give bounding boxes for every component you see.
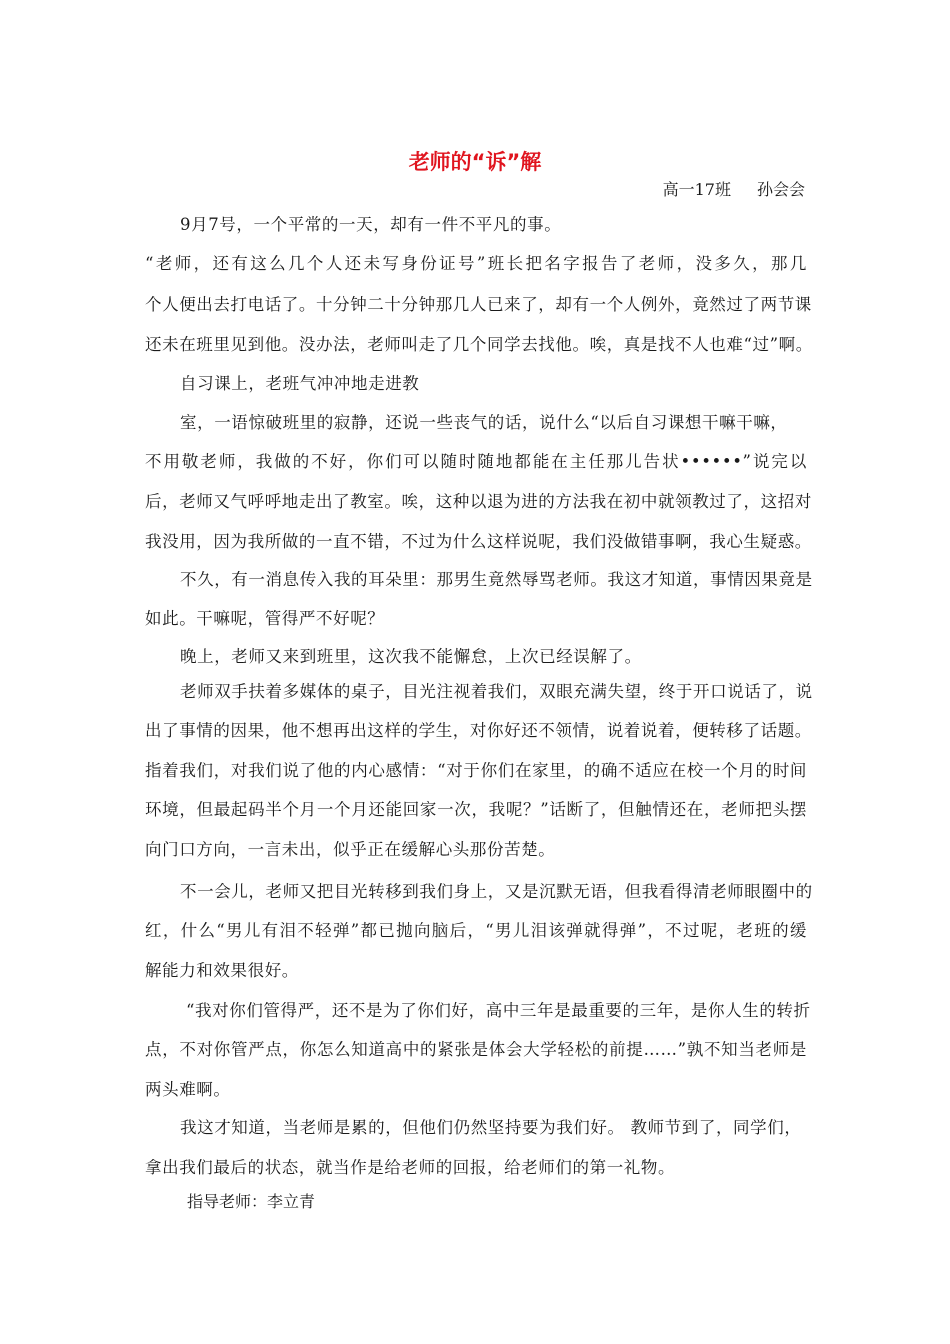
text-line: 向门口方向，一言未出，似乎正在缓解心头那份苦楚。: [145, 840, 556, 859]
author-name: 孙会会: [756, 180, 805, 199]
text-line: 指着我们，对我们说了他的内心感情：“对于你们在家里，的确不适应在校一个月的时间: [145, 761, 807, 780]
text-line: 还未在班里见到他。没办法，老师叫走了几个同学去找他。唉，真是找不人也难“过”啊。: [145, 335, 813, 354]
text-line: 9月7号，一个平常的一天，却有一件不平凡的事。: [180, 215, 562, 234]
text-line: 如此。干嘛呢，管得严不好呢？: [145, 609, 385, 628]
text-line: 点，不对你管严点，你怎么知道高中的紧张是体会大学轻松的前提……”孰不知当老师是: [145, 1040, 807, 1059]
text-line: 环境，但最起码半个月一个月还能回家一次，我呢？”话断了，但触情还在，老师把头摆: [145, 800, 807, 819]
text-line: 不用敬老师，我做的不好，你们可以随时随地都能在主任那儿告状••••••”说完以: [145, 452, 807, 471]
text-line: 不久，有一消息传入我的耳朵里：那男生竟然辱骂老师。我这才知道，事情因果竟是: [180, 570, 813, 589]
text-line: 后，老师又气呼呼地走出了教室。唉，这种以退为进的方法我在初中就领教过了，这招对: [145, 492, 812, 511]
class-label: 高一17班: [662, 180, 731, 199]
text-line: 我这才知道，当老师是累的，但他们仍然坚持要为我们好。 教师节到了，同学们，: [180, 1118, 802, 1137]
text-line: 红，什么“男儿有泪不轻弹”都已抛向脑后，“男儿泪该弹就得弹”，不过呢，老班的缓: [145, 921, 807, 940]
text-line: 出了事情的因果，他不想再出这样的学生，对你好还不领情，说着说着，便转移了话题。: [145, 721, 812, 740]
text-line: 不一会儿，老师又把目光转移到我们身上，又是沉默无语，但我看得清老师眼圈中的: [180, 882, 813, 901]
advisor-line: 指导老师：李立青: [187, 1192, 316, 1211]
text-line: 解能力和效果很好。: [145, 961, 299, 980]
document-title: 老师的“诉”解: [408, 150, 542, 174]
text-line: 晚上，老师又来到班里，这次我不能懈怠，上次已经误解了。: [180, 647, 642, 666]
text-line: 两头难啊。: [145, 1080, 231, 1099]
byline: [663, 177, 805, 200]
text-line: 室，一语惊破班里的寂静，还说一些丧气的话，说什么“以后自习课想干嘛干嘛，: [180, 413, 788, 432]
text-line: 老师双手扶着多媒体的桌子，目光注视着我们，双眼充满失望，终于开口说话了，说: [180, 682, 813, 701]
text-line: “老师，还有这么几个人还未写身份证号”班长把名字报告了老师，没多久，那几: [145, 254, 807, 273]
text-line: 我没用，因为我所做的一直不错，不过为什么这样说呢，我们没做错事啊，我心生疑惑。: [145, 532, 812, 551]
text-line: 个人便出去打电话了。十分钟二十分钟那几人已来了，却有一个人例外，竟然过了两节课: [145, 295, 812, 314]
text-line: 自习课上，老班气冲冲地走进教: [180, 374, 420, 393]
text-line: “我对你们管得严，还不是为了你们好，高中三年是最重要的三年，是你人生的转折: [186, 1001, 811, 1020]
text-line: 拿出我们最后的状态，就当作是给老师的回报，给老师们的第一礼物。: [145, 1158, 676, 1177]
